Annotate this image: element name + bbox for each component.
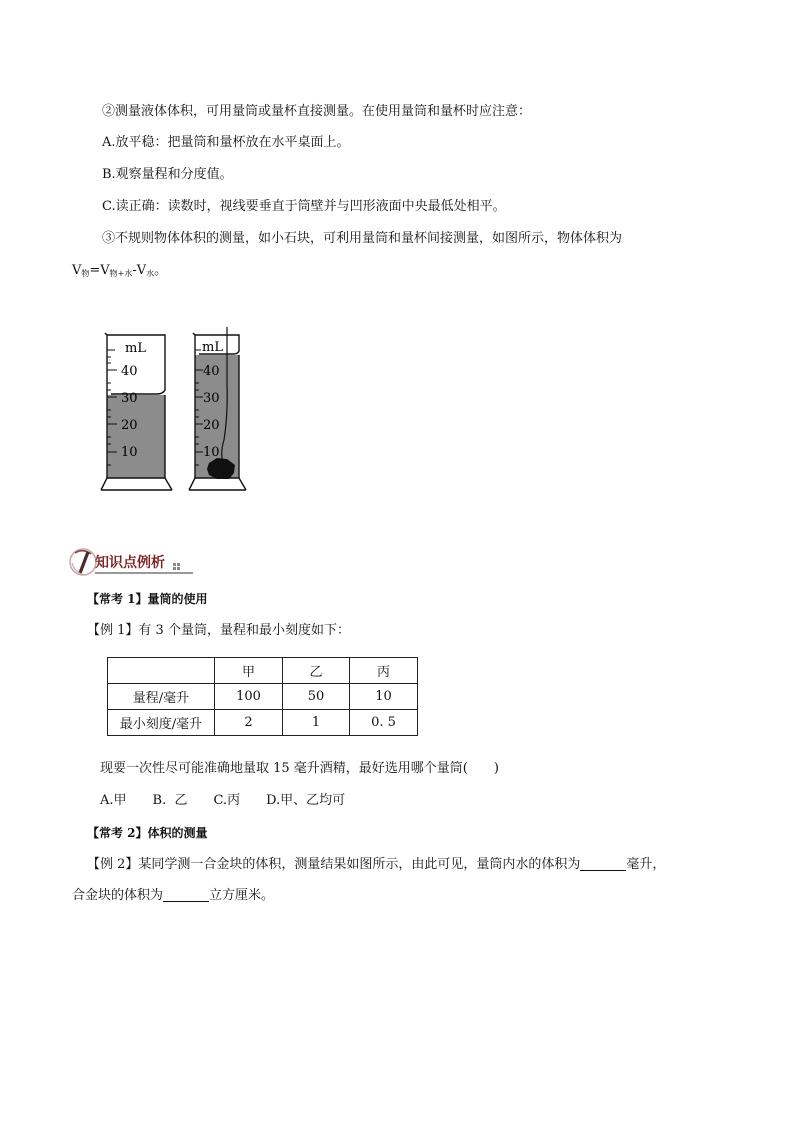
unit-label-left: mL [125,341,146,356]
example-2-stem-2: 合金块的体积为 [72,888,164,903]
table-row [108,710,418,736]
measuring-cylinders-figure [97,325,267,495]
formula-sub2: 物+水 [109,269,133,278]
example-2-line-1 [87,856,665,874]
table-cell: 50 [283,684,350,710]
paragraph-irregular-object: ③不规则物体体积的测量，如小石块，可利用量筒和量杯间接测量，如图所示，物体体积为 [102,231,623,246]
paragraph-rule-b: B.观察量程和分度值。 [102,167,233,182]
common-test-1: 【常考 1】量筒的使用 [87,592,208,606]
tick-label-left-20: 20 [121,418,138,433]
cylinder-right [189,327,246,490]
cylinder-spec-table [107,657,418,736]
tick-label-right-30: 30 [203,391,220,406]
tick-label-left-10: 10 [121,445,138,460]
unit-label-right: mL [202,340,223,355]
example-1-stem: 【例 1】有 3 个量筒，量程和最小刻度如下： [87,623,350,638]
formula-end: 。 [154,263,168,278]
blank-water-volume[interactable] [580,857,626,871]
example-2-unit-2: 立方厘米。 [209,888,275,903]
common-test-2: 【常考 2】体积的测量 [87,826,208,840]
section-title: 知识点例析 [95,555,165,571]
tick-label-right-40: 40 [203,364,220,379]
section-header-knowledge [69,545,199,579]
paragraph-rule-c: C.读正确：读数时，视线要垂直于筒壁并与凹形液面中央最低处相平。 [102,199,506,214]
tick-label-left-30: 30 [121,391,138,406]
table-cell: 最小刻度/毫升 [108,710,215,736]
formula-v1: V [72,263,82,278]
table-row [108,684,418,710]
table-cell [108,658,215,684]
table-cell: 10 [350,684,418,710]
table-cell: 丙 [350,658,418,684]
paragraph-rule-a: A.放平稳：把量筒和量杯放在水平桌面上。 [102,135,350,150]
volume-formula [72,262,167,283]
table-cell: 100 [215,684,283,710]
table-cell: 量程/毫升 [108,684,215,710]
paragraph-liquid-volume: ②测量液体体积，可用量筒或量杯直接测量。在使用量筒和量杯时应注意： [102,104,532,119]
tick-label-right-20: 20 [203,418,220,433]
table-cell: 0. 5 [350,710,418,736]
formula-sub1: 物 [81,269,90,278]
table-cell: 乙 [283,658,350,684]
cylinder-left [101,333,172,490]
tick-label-right-10: 10 [203,445,220,460]
formula-sub3: 水 [146,269,155,278]
blank-alloy-volume[interactable] [163,888,209,902]
question-1: 现要一次性尽可能准确地量取 15 毫升酒精，最好选用哪个量筒( ) [100,761,499,776]
table-cell: 2 [215,710,283,736]
table-header-row [108,658,418,684]
question-1-options: A.甲 B. 乙 C.丙 D.甲、乙均可 [100,793,346,808]
example-2-stem: 【例 2】某同学测一合金块的体积，测量结果如图所示，由此可见，量筒内水的体积为 [87,857,581,872]
formula-minus: -V [132,263,147,278]
formula-eq: =V [89,263,110,278]
water-left [107,395,165,478]
table-cell: 1 [283,710,350,736]
tick-label-left-40: 40 [121,364,138,379]
example-2-unit-1: 毫升， [626,857,666,872]
example-2-line-2 [72,887,274,905]
table-cell: 甲 [215,658,283,684]
